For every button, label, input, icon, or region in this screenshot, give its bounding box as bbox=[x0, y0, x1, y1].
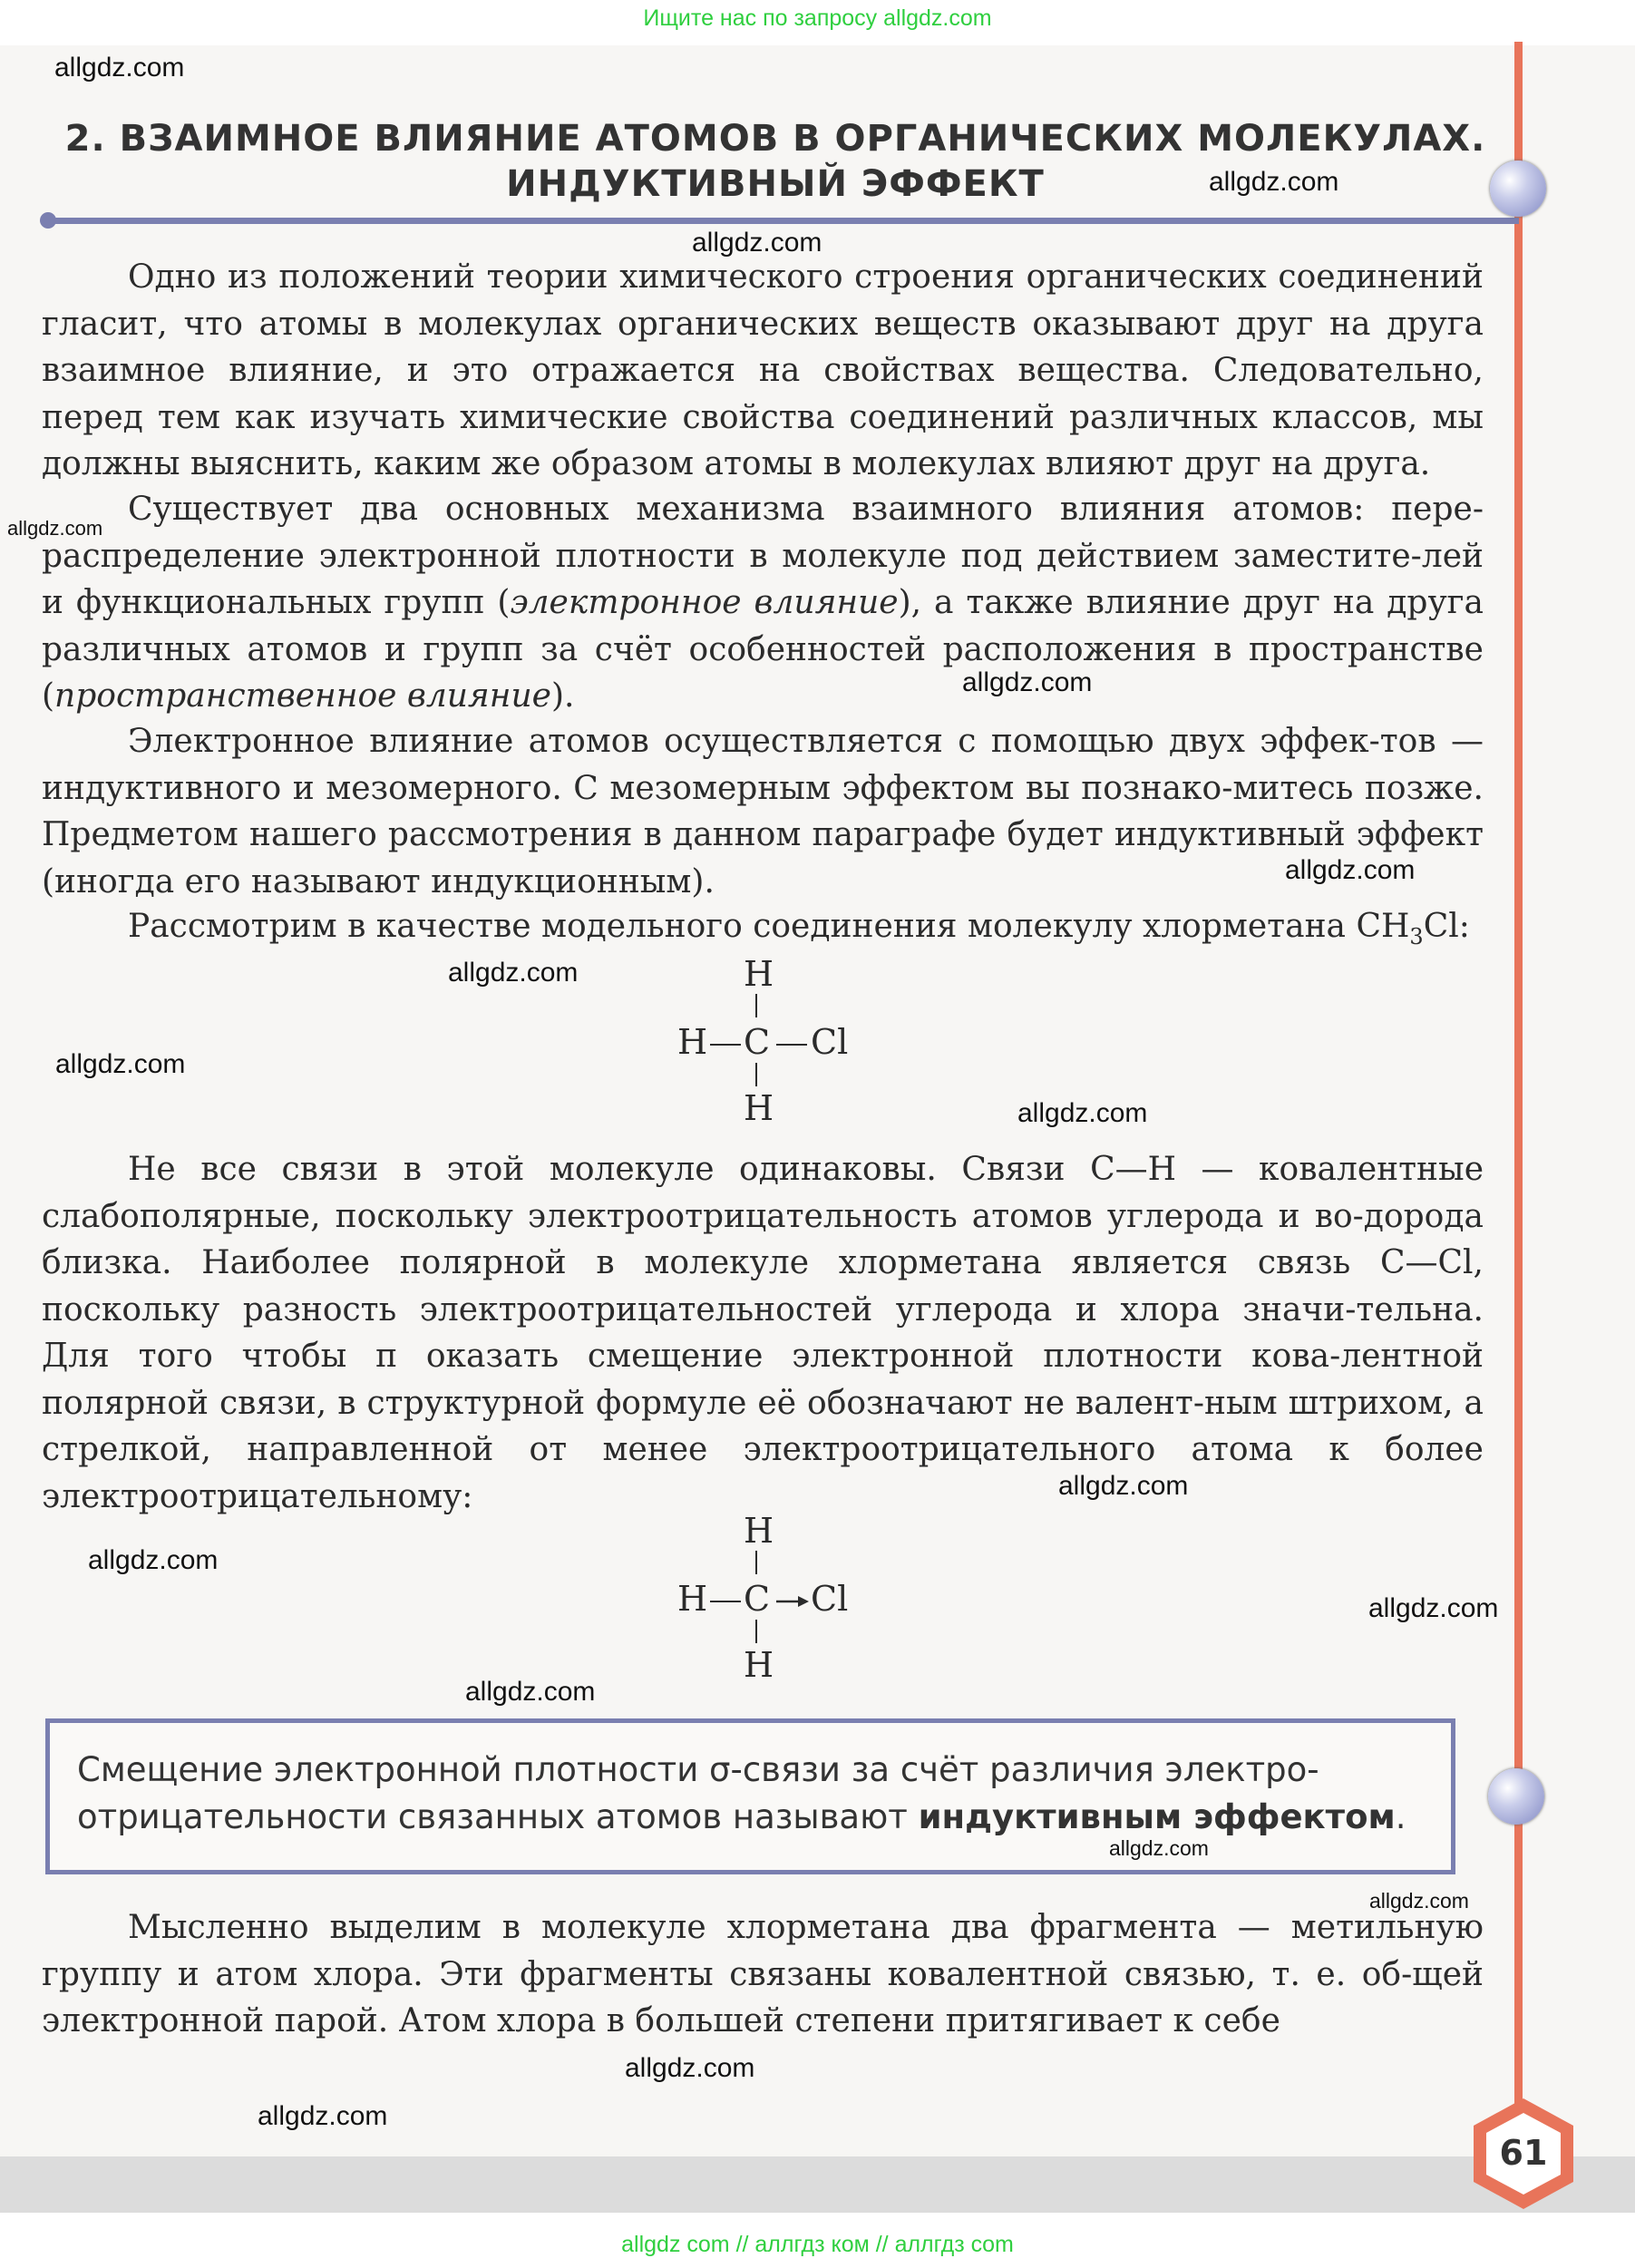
bond-c-h-bottom bbox=[755, 1063, 757, 1086]
bottom-banner[interactable]: allgdz com // аллгдз ком // аллгдз com bbox=[621, 2232, 1014, 2257]
paragraph-3: Электронное влияние атомов осуществляется с помощью двух эффек-тов — индуктивного и мезомерного. С мезомерным эффектом вы познако-митесь позже. Предметом нашего рассмотрения в данном параграфе будет индуктивный эффект (иногда его называют индукционным). bbox=[42, 723, 1484, 900]
bond-c-h-top bbox=[755, 1551, 757, 1574]
watermark: allgdz.com bbox=[1017, 1098, 1148, 1128]
paragraph-6: Мысленно выделим в молекуле хлорметана два фрагмента — метильную группу и атом хлора. Эти фрагменты связаны ковалентной связью, т. е. об-щей электронной парой. Атом хлора в большей степени притягивает к себе bbox=[42, 1909, 1484, 2039]
paragraph-1: Одно из положений теории химического строения органических соединений гласит, что атомы в молекулах органических веществ оказывают друг на друга взаимное влияние, и это отражается на свойствах вещества. Следовательно, перед тем как изучать химические свойства соединений различных классов, мы должны выяснить, каким же образом атомы в молекулах влияют друг на друга. bbox=[42, 258, 1484, 482]
term-inductive-effect: индуктивным эффектом bbox=[918, 1797, 1396, 1836]
bond-c-h-bottom bbox=[755, 1620, 757, 1643]
paragraph-4: Рассмотрим в качестве модельного соединения молекулу хлорметана $CH_3Cl$: bbox=[128, 908, 1470, 950]
formula-chloromethane bbox=[671, 954, 871, 1135]
paragraph-2: Существует два основных механизма взаимного влияния атомов: пере-распределение электронной плотности в молекуле под действием заместите-лей и функциональных групп (электронное влияние), а также влияние друг на друга различных атомов и групп за счёт особенностей расположения в пространстве (пространственное влияние). bbox=[42, 491, 1484, 715]
watermark: allgdz.com bbox=[258, 2101, 388, 2131]
watermark: allgdz.com bbox=[625, 2053, 755, 2083]
atom-h-bottom: H bbox=[744, 1645, 774, 1685]
atom-h-top: H bbox=[744, 954, 774, 994]
decorative-ball-icon bbox=[1490, 161, 1546, 217]
heading-line-2: ИНДУКТИВНЫЙ ЭФФЕКТ bbox=[506, 163, 1045, 205]
page-number: 61 bbox=[1499, 2133, 1548, 2173]
watermark: allgdz.com bbox=[55, 1049, 186, 1079]
bond-c-h-top bbox=[755, 994, 757, 1017]
heading-underline bbox=[50, 218, 1519, 224]
watermark: allgdz.com bbox=[7, 517, 103, 540]
watermark: allgdz.com bbox=[1369, 1889, 1469, 1913]
heading-line-1: 2. ВЗАИМНОЕ ВЛИЯНИЕ АТОМОВ В ОРГАНИЧЕСКИХ МОЛЕКУЛАХ. bbox=[64, 118, 1486, 160]
bond-h-c-left bbox=[710, 1601, 741, 1602]
watermark: allgdz.com bbox=[1285, 855, 1416, 885]
bond-c-cl bbox=[776, 1044, 807, 1046]
polar-bond-arrow-icon bbox=[774, 1594, 811, 1609]
atom-h-left: H bbox=[677, 1579, 708, 1619]
watermark: allgdz.com bbox=[1368, 1593, 1499, 1623]
formula-chloromethane-polar bbox=[671, 1511, 871, 1692]
atom-h-bottom: H bbox=[744, 1088, 774, 1128]
term-spatial-influence: пространственное влияние bbox=[54, 677, 551, 715]
heading-dot-icon bbox=[40, 212, 56, 229]
bond-h-c-left bbox=[710, 1044, 741, 1046]
decorative-ball-icon bbox=[1488, 1768, 1544, 1825]
atom-c: C bbox=[744, 1579, 771, 1619]
watermark: allgdz.com bbox=[692, 228, 822, 258]
top-banner[interactable]: Ищите нас по запросу allgdz.com bbox=[643, 5, 992, 31]
footer-band bbox=[0, 2156, 1635, 2213]
atom-cl: Cl bbox=[811, 1579, 849, 1619]
watermark: allgdz.com bbox=[54, 53, 185, 83]
atom-c: C bbox=[744, 1022, 771, 1062]
term-electronic-influence: электронное влияние bbox=[510, 584, 899, 621]
watermark: allgdz.com bbox=[465, 1677, 596, 1707]
paragraph-5: Не все связи в этой молекуле одинаковы. Связи C—H — ковалентные слабополярные, поскольку электроотрицательность атомов углерода и во-дорода близка. Наиболее полярной в молекуле хлорметана является связь C—Cl, поскольку разность электроотрицательностей углерода и хлора значи-тельна. Для того чтобы п оказать смещение электронной плотности кова-лентной полярной связи, в структурной формуле её обозначают не валент-ным штрихом, а стрелкой, направленной от менее электроотрицательного атома к более электроотрицательному: bbox=[42, 1151, 1484, 1515]
watermark: allgdz.com bbox=[88, 1545, 219, 1575]
watermark: allgdz.com bbox=[962, 667, 1093, 697]
atom-h-top: H bbox=[744, 1511, 774, 1551]
atom-h-left: H bbox=[677, 1022, 708, 1062]
atom-cl: Cl bbox=[811, 1022, 849, 1062]
watermark: allgdz.com bbox=[448, 958, 579, 988]
watermark: allgdz.com bbox=[1058, 1471, 1189, 1501]
definition-box: Смещение электронной плотности σ-связи за счёт различия электро-отрицательности связанных атомов называют индуктивным эффектом. bbox=[45, 1718, 1455, 1874]
watermark: allgdz.com bbox=[1109, 1836, 1209, 1860]
watermark: allgdz.com bbox=[1209, 167, 1339, 197]
side-decoration-line bbox=[1514, 42, 1523, 2164]
